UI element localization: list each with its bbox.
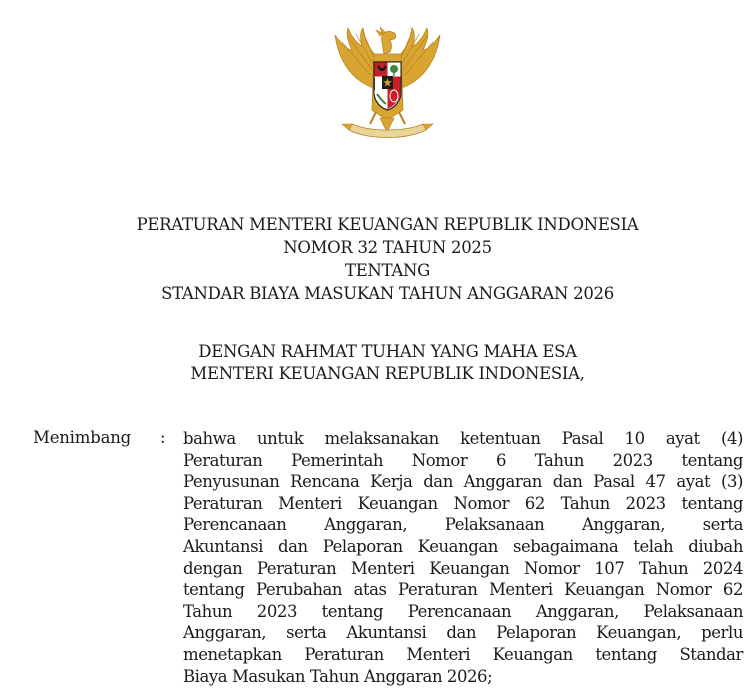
preamble-menteri: MENTERI KEUANGAN REPUBLIK INDONESIA, xyxy=(190,364,585,383)
menimbang-colon: : xyxy=(160,428,166,447)
menimbang-line: dengan Peraturan Menteri Keuangan Nomor 107 Tahun 2024 xyxy=(183,558,743,578)
menimbang-line: Perencanaan Anggaran, Pelaksanaan Anggaran, serta xyxy=(183,515,743,535)
menimbang-line: Penyusunan Rencana Kerja dan Anggaran dan Pasal 47 ayat (3) xyxy=(183,472,743,492)
title-line-regulation-name: PERATURAN MENTERI KEUANGAN REPUBLIK INDONESIA xyxy=(136,215,639,234)
menimbang-line: Peraturan Pemerintah Nomor 6 Tahun 2023 tentang xyxy=(183,450,743,470)
menimbang-label: Menimbang xyxy=(33,428,131,447)
menimbang-line: bahwa untuk melaksanakan ketentuan Pasal 10 ayat (4) xyxy=(183,429,743,448)
title-line-number: NOMOR 32 TAHUN 2025 xyxy=(283,238,492,257)
menimbang-line: tentang Perubahan atas Peraturan Menteri Keuangan Nomor 62 xyxy=(183,580,743,600)
menimbang-line: menetapkan Peraturan Menteri Keuangan tentang Standar xyxy=(183,644,743,664)
menimbang-line: Peraturan Menteri Keuangan Nomor 62 Tahun 2023 tentang xyxy=(183,493,743,513)
preamble-rahmat: DENGAN RAHMAT TUHAN YANG MAHA ESA xyxy=(198,342,577,361)
menimbang-line: Akuntansi dan Pelaporan Keuangan sebagaimana telah diubah xyxy=(183,536,743,556)
title-line-subject: STANDAR BIAYA MASUKAN TAHUN ANGGARAN 2026 xyxy=(161,284,614,303)
menimbang-line: Biaya Masukan Tahun Anggaran 2026; xyxy=(183,666,493,686)
menimbang-line: Tahun 2023 tentang Perencanaan Anggaran, Pelaksanaan xyxy=(183,601,743,621)
regulation-title xyxy=(0,213,750,305)
menimbang-body xyxy=(183,428,743,687)
title-line-tentang: TENTANG xyxy=(344,261,431,280)
garuda-pancasila-emblem-icon xyxy=(330,20,445,145)
menimbang-line: Anggaran, serta Akuntansi dan Pelaporan Keuangan, perlu xyxy=(183,623,743,643)
